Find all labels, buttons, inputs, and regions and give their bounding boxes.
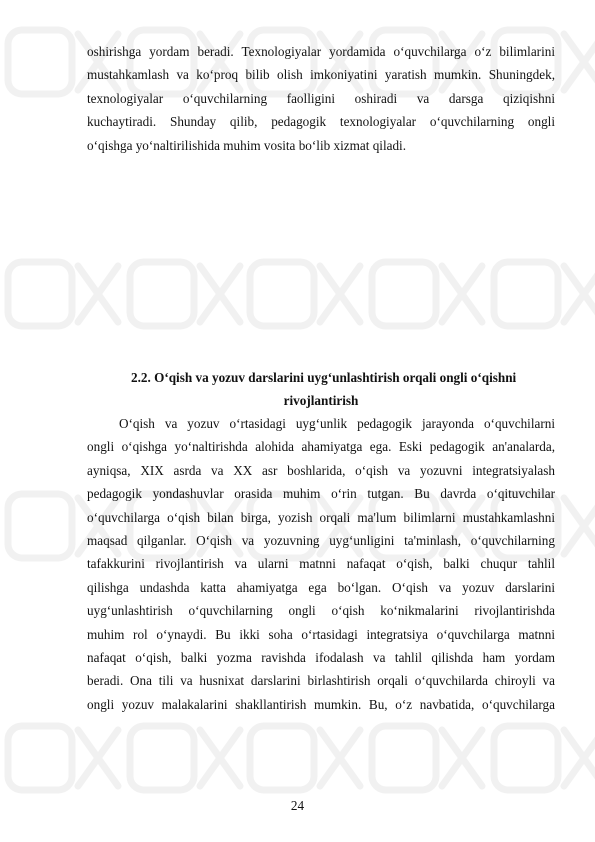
text-line: ongli o‘qishga yo‘naltirishda alohida ahamiyatga ega. Eski pedagogik an'analarda,	[87, 439, 555, 455]
main-paragraph	[87, 412, 555, 716]
text-line: O‘qish va yozuv o‘rtasidagi uyg‘unlik pedagogik jarayonda o‘quvchilarni	[119, 416, 555, 431]
text-line: texnologiyalar o‘quvchilarning faolligini oshiradi va darsga qiziqishni	[87, 90, 555, 106]
text-line: kuchaytiradi. Shunday qilib, pedagogik texnologiyalar o‘quvchilarning ongli	[87, 114, 555, 130]
text-line: nafaqat o‘qish, balki yozma ravishda ifodalash va tahlil qilishda ham yordam	[87, 649, 555, 665]
text-line: ayniqsa, XIX asrda va XX asr boshlarida, o‘qish va yozuvni integratsiyalash	[87, 462, 555, 478]
text-line: uyg‘unlashtirish o‘quvchilarning ongli o‘qish ko‘nikmalarini rivojlantirishda	[87, 603, 555, 619]
section-heading-line: rivojlantirish	[283, 393, 359, 409]
page-number: 24	[290, 798, 305, 813]
text-line: ongli yozuv malakalarini shakllantirish mumkin. Bu, o‘z navbatida, o‘quvchilarga	[87, 696, 555, 712]
top-paragraph	[87, 40, 555, 157]
text-line: tafakkurini rivojlantirish va ularni matnni nafaqat o‘qish, balki chuqur tahlil	[87, 556, 555, 572]
text-line: muhim rol o‘ynaydi. Bu ikki soha o‘rtasidagi integratsiya o‘quvchilarga matnni	[87, 626, 555, 642]
text-line: maqsad qilganlar. O‘qish va yozuvning uyg‘unligini ta'minlash, o‘quvchilarning	[87, 532, 555, 548]
text-line: pedagogik yondashuvlar orasida muhim o‘rin tutgan. Bu davrda o‘qituvchilar	[87, 486, 555, 502]
text-line: o‘qishga yo‘naltirilishida muhim vosita bo‘lib xizmat qiladi.	[87, 137, 407, 153]
text-line: mustahkamlash va ko‘proq bilib olish imkoniyatini yaratish mumkin. Shuningdek,	[87, 67, 555, 83]
section-heading-line: 2.2. O‘qish va yozuv darslarini uyg‘unlashtirish orqali ongli o‘qishni	[131, 370, 517, 385]
text-line: oshirishga yordam beradi. Texnologiyalar yordamida o‘quvchilarga o‘z bilimlarini	[87, 44, 555, 59]
text-line: beradi. Ona tili va husnixat darslarini birlashtirish orqali o‘quvchilarda chiroyli va	[87, 673, 555, 689]
section-heading	[87, 366, 555, 413]
text-line: o‘quvchilarga o‘qish bilan birga, yozish orqali ma'lum bilimlarni mustahkamlashni	[87, 509, 555, 525]
text-line: qilishga undashda katta ahamiyatga ega bo‘lgan. O‘qish va yozuv darslarini	[87, 579, 555, 595]
